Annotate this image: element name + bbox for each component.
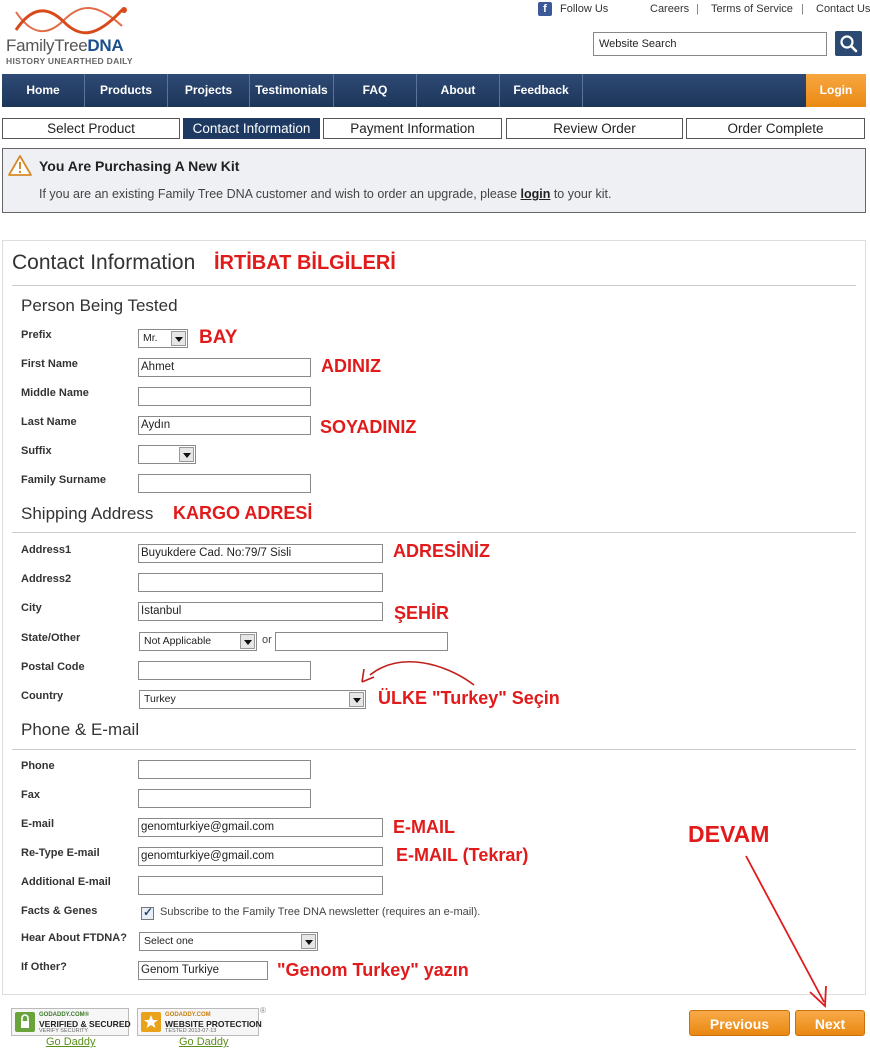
- additional-email-label: Additional E-mail: [21, 876, 111, 888]
- hear-about-label: Hear About FTDNA?: [21, 932, 127, 944]
- section-phone-email: Phone & E-mail: [21, 720, 140, 739]
- divider: [12, 532, 856, 533]
- main-nav: [2, 74, 866, 107]
- registered-mark: ®: [260, 1006, 266, 1015]
- chevron-down-icon: [179, 447, 194, 462]
- notice-login-link[interactable]: login: [520, 187, 551, 201]
- search-input[interactable]: Website Search: [593, 32, 827, 56]
- facts-genes-label: Facts & Genes: [21, 905, 98, 917]
- newsletter-text: Subscribe to the Family Tree DNA newsletter (requires an e-mail).: [160, 906, 481, 918]
- suffix-select[interactable]: [138, 445, 196, 464]
- step-payment-information: Payment Information: [323, 118, 502, 139]
- careers-link[interactable]: Careers: [650, 3, 690, 15]
- login-button[interactable]: Login: [806, 74, 866, 107]
- email-field[interactable]: genomturkiye@gmail.com: [138, 818, 383, 837]
- annotation-next: DEVAM: [688, 821, 770, 847]
- previous-button[interactable]: Previous: [689, 1010, 790, 1036]
- address1-field[interactable]: Buyukdere Cad. No:79/7 Sisli: [138, 544, 383, 563]
- prefix-select[interactable]: Mr.: [138, 329, 188, 348]
- annotation-prefix: BAY: [199, 327, 238, 348]
- contact-us-link[interactable]: Contact Us: [816, 3, 870, 15]
- annotation-retype-email: E-MAIL (Tekrar): [396, 845, 529, 865]
- step-contact-information: Contact Information: [183, 118, 320, 139]
- annotation-arrow-icon: [350, 655, 480, 695]
- state-label: State/Other: [21, 632, 81, 644]
- notice-text: If you are an existing Family Tree DNA customer and wish to order an upgrade, please login to your kit.: [39, 187, 612, 201]
- address2-label: Address2: [21, 573, 72, 585]
- address2-field[interactable]: [138, 573, 383, 592]
- nav-products[interactable]: Products: [85, 74, 168, 107]
- search-button[interactable]: [835, 31, 862, 56]
- retype-email-field[interactable]: genomturkiye@gmail.com: [138, 847, 383, 866]
- next-button[interactable]: Next: [795, 1010, 865, 1036]
- section-person: Person Being Tested: [21, 296, 178, 315]
- separator: |: [801, 3, 804, 15]
- step-review-order: Review Order: [506, 118, 683, 139]
- nav-feedback[interactable]: Feedback: [500, 74, 583, 107]
- postal-code-label: Postal Code: [21, 661, 85, 673]
- go-daddy-link[interactable]: Go Daddy: [46, 1036, 96, 1048]
- section-shipping: Shipping Address: [21, 504, 154, 523]
- warning-icon: [8, 154, 32, 176]
- city-field[interactable]: Istanbul: [138, 602, 383, 621]
- country-label: Country: [21, 690, 64, 702]
- postal-code-field[interactable]: [138, 661, 311, 680]
- separator: |: [696, 3, 699, 15]
- nav-projects[interactable]: Projects: [168, 74, 250, 107]
- if-other-label: If Other?: [21, 961, 67, 973]
- nav-testimonials[interactable]: Testimonials: [250, 74, 334, 107]
- divider: [12, 285, 856, 286]
- annotation-shipping: KARGO ADRESİ: [173, 503, 313, 523]
- hear-about-select[interactable]: Select one: [139, 932, 318, 951]
- phone-label: Phone: [21, 760, 55, 772]
- lock-shield-icon: [15, 1012, 35, 1032]
- logo-wordmark[interactable]: FamilyTreeDNA: [6, 36, 124, 55]
- email-label: E-mail: [21, 818, 55, 830]
- divider: [12, 749, 856, 750]
- step-select-product: Select Product: [2, 118, 180, 139]
- annotation-country: ÜLKE "Turkey" Seçin: [378, 688, 560, 708]
- first-name-label: First Name: [21, 358, 78, 370]
- suffix-label: Suffix: [21, 445, 52, 457]
- nav-home[interactable]: Home: [2, 74, 85, 107]
- family-surname-label: Family Surname: [21, 474, 106, 486]
- if-other-field[interactable]: Genom Turkiye: [138, 961, 268, 980]
- godaddy-verified-badge[interactable]: GODADDY.COM® VERIFIED & SECURED VERIFY SECURITY: [11, 1008, 129, 1036]
- star-shield-icon: [141, 1012, 161, 1032]
- chevron-down-icon: [240, 634, 255, 649]
- godaddy-protection-badge[interactable]: GODADDY.COM WEBSITE PROTECTION TESTED 2013-07-13: [137, 1008, 259, 1036]
- middle-name-label: Middle Name: [21, 387, 89, 399]
- annotation-email: E-MAIL: [393, 817, 455, 837]
- dna-helix-logo-icon: [12, 2, 132, 38]
- annotation-city: ŞEHİR: [394, 603, 450, 623]
- phone-field[interactable]: [138, 760, 311, 779]
- annotation-if-other: "Genom Turkey" yazın: [277, 960, 469, 980]
- page-title: Contact Information: [12, 251, 196, 274]
- fax-label: Fax: [21, 789, 40, 801]
- search-icon: [835, 31, 862, 56]
- follow-us-link[interactable]: Follow Us: [560, 3, 609, 15]
- notice-title: You Are Purchasing A New Kit: [39, 158, 240, 174]
- state-other-field[interactable]: [275, 632, 448, 651]
- chevron-down-icon: [171, 331, 186, 346]
- family-surname-field[interactable]: [138, 474, 311, 493]
- annotation-next-arrow-icon: [740, 852, 835, 1012]
- terms-link[interactable]: Terms of Service: [711, 3, 793, 15]
- chevron-down-icon: [301, 934, 316, 949]
- last-name-field[interactable]: Aydın: [138, 416, 311, 435]
- address1-label: Address1: [21, 544, 72, 556]
- state-select[interactable]: Not Applicable: [139, 632, 257, 651]
- logo-tagline: HISTORY UNEARTHED DAILY: [6, 56, 133, 66]
- nav-about[interactable]: About: [417, 74, 500, 107]
- first-name-field[interactable]: Ahmet: [138, 358, 311, 377]
- annotation-address: ADRESİNİZ: [393, 541, 491, 561]
- last-name-label: Last Name: [21, 416, 77, 428]
- newsletter-checkbox[interactable]: [141, 907, 154, 920]
- additional-email-field[interactable]: [138, 876, 383, 895]
- annotation-first-name: ADINIZ: [321, 356, 381, 376]
- step-order-complete: Order Complete: [686, 118, 865, 139]
- annotation-title: İRTİBAT BİLGİLERİ: [214, 252, 396, 274]
- state-or-text: or: [262, 634, 272, 646]
- country-select[interactable]: Turkey: [139, 690, 366, 709]
- fax-field[interactable]: [138, 789, 311, 808]
- prefix-label: Prefix: [21, 329, 52, 341]
- city-label: City: [21, 602, 42, 614]
- annotation-last-name: SOYADINIZ: [320, 417, 417, 437]
- middle-name-field[interactable]: [138, 387, 311, 406]
- facebook-icon[interactable]: f: [538, 2, 552, 16]
- retype-email-label: Re-Type E-mail: [21, 847, 100, 859]
- go-daddy-link[interactable]: Go Daddy: [179, 1036, 229, 1048]
- nav-faq[interactable]: FAQ: [334, 74, 417, 107]
